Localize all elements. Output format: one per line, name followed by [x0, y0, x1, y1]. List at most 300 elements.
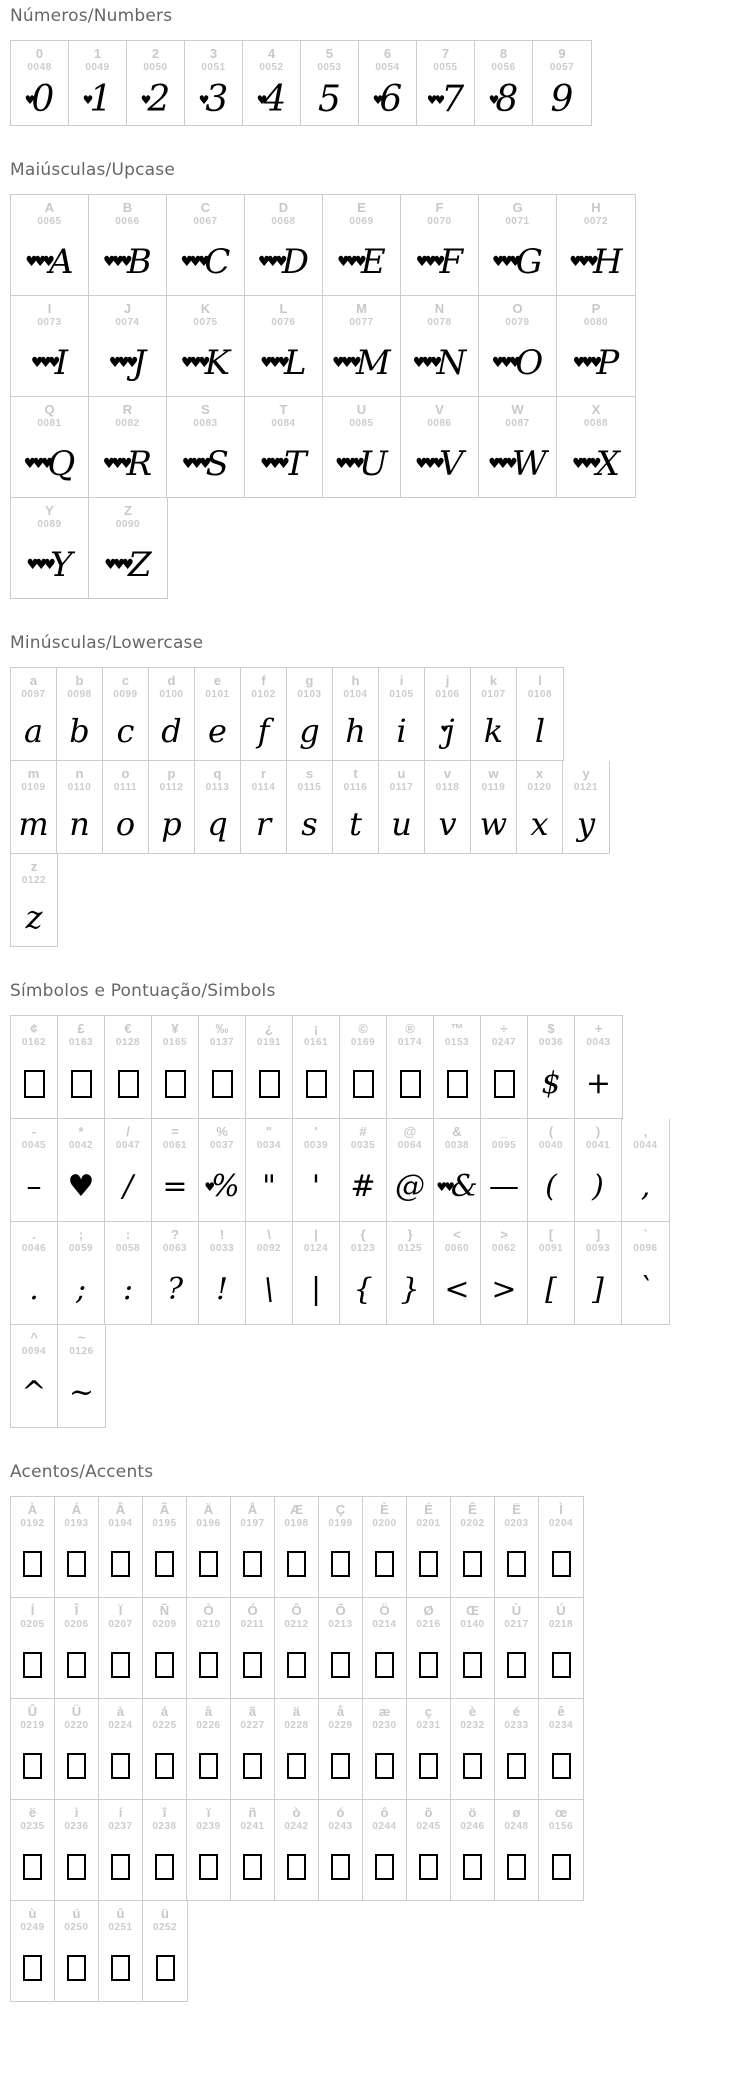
- char-row: [10, 397, 636, 498]
- char-label: -: [31, 1124, 37, 1139]
- notdef-box-icon: [447, 1070, 468, 1098]
- char-glyph: [333, 706, 378, 755]
- char-label: <: [453, 1227, 461, 1242]
- char-code: 0042: [68, 1140, 94, 1151]
- char-code: 0099: [113, 689, 138, 700]
- char-cell-0096: [622, 1222, 669, 1324]
- char-cell-0094: [11, 1325, 58, 1427]
- char-glyph: [99, 1737, 142, 1794]
- char-glyph: [195, 799, 240, 848]
- char-code: 0243: [328, 1821, 353, 1832]
- char-label: 0: [35, 46, 44, 61]
- char-code: 0081: [37, 418, 62, 429]
- char-cell-0213: [319, 1598, 363, 1698]
- char-glyph: [471, 799, 516, 848]
- notdef-box-icon: [243, 1652, 262, 1678]
- notdef-box-icon: [243, 1551, 262, 1577]
- heart-decoration-icon: ♥♥♥: [412, 354, 439, 371]
- heart-decoration-icon: ♥♥: [436, 1179, 452, 1194]
- char-cell-0068: [245, 195, 323, 295]
- notdef-box-icon: [67, 1854, 86, 1880]
- char-label: M: [356, 301, 367, 316]
- char-cell-0090: [89, 498, 167, 598]
- char-code: 0153: [444, 1037, 470, 1048]
- char-label: @: [403, 1124, 417, 1139]
- char-glyph: [89, 233, 166, 290]
- notdef-box-icon: [494, 1070, 515, 1098]
- char-cell-0191: [246, 1016, 293, 1118]
- char-glyph: [387, 1054, 433, 1113]
- char-label: ê: [557, 1704, 565, 1719]
- char-glyph: [245, 435, 322, 492]
- char-label: k: [489, 673, 498, 688]
- char-cell-0037: [199, 1119, 246, 1221]
- heart-decoration-icon: ♥♥♥: [488, 455, 514, 472]
- char-cell-0065: [11, 195, 89, 295]
- char-cell-0235: [11, 1800, 55, 1900]
- char-code: 0212: [284, 1619, 309, 1630]
- section-numbers: [10, 6, 730, 126]
- char-glyph: [407, 1838, 450, 1895]
- char-cell-0246: [451, 1800, 495, 1900]
- notdef-box-icon: [306, 1070, 327, 1098]
- char-row: [10, 498, 168, 599]
- heart-decoration-icon: ♥♥♥: [104, 556, 131, 573]
- char-code: 0067: [193, 216, 218, 227]
- char-glyph: [89, 334, 166, 391]
- glyph-char: ,: [640, 1169, 651, 1204]
- char-code: 0252: [152, 1922, 178, 1933]
- char-cell-0244: [363, 1800, 407, 1900]
- char-cell-0204: [539, 1497, 583, 1597]
- char-label: ;: [78, 1227, 84, 1242]
- char-label: œ: [554, 1805, 568, 1820]
- char-label: ?: [171, 1227, 179, 1242]
- char-cell-0124: [293, 1222, 340, 1324]
- char-cell-0089: [11, 498, 89, 598]
- char-label: à: [116, 1704, 125, 1719]
- char-glyph: [481, 1157, 527, 1216]
- char-code: 0232: [460, 1720, 485, 1731]
- char-cell-0080: [557, 296, 635, 396]
- char-cell-0079: [479, 296, 557, 396]
- char-code: 0241: [240, 1821, 265, 1832]
- char-label: Ò: [203, 1603, 214, 1618]
- char-label: e: [213, 673, 222, 688]
- char-glyph: [275, 1636, 318, 1693]
- glyph-char: \: [263, 1272, 275, 1307]
- section-rows-symbols: [10, 1015, 730, 1428]
- char-cell-0082: [89, 397, 167, 497]
- char-label: T: [279, 402, 288, 417]
- glyph-char: :: [122, 1272, 134, 1307]
- char-label: O: [512, 301, 523, 316]
- char-code: 0061: [162, 1140, 188, 1151]
- section-rows-accents: [10, 1496, 730, 2002]
- char-row: [10, 667, 564, 761]
- char-code: 0128: [115, 1037, 141, 1048]
- char-glyph: [69, 79, 126, 120]
- char-cell-0232: [451, 1699, 495, 1799]
- char-glyph: [563, 799, 609, 848]
- char-glyph: [479, 233, 556, 290]
- char-label: ®: [405, 1021, 415, 1036]
- char-code: 0112: [159, 782, 184, 793]
- char-cell-0091: [528, 1222, 575, 1324]
- char-label: 8: [499, 46, 508, 61]
- char-code: 0165: [162, 1037, 188, 1048]
- char-label: ù: [28, 1906, 37, 1921]
- char-cell-0197: [231, 1497, 275, 1597]
- char-cell-0058: [105, 1222, 152, 1324]
- char-cell-0069: [323, 195, 401, 295]
- char-code: 0123: [350, 1243, 376, 1254]
- notdef-box-icon: [155, 1551, 174, 1577]
- char-cell-0045: [11, 1119, 58, 1221]
- char-label: v: [443, 766, 452, 781]
- char-cell-0234: [539, 1699, 583, 1799]
- char-cell-0250: [55, 1901, 99, 2001]
- char-code: 0116: [343, 782, 368, 793]
- notdef-box-icon: [243, 1753, 262, 1779]
- char-code: 0040: [538, 1140, 564, 1151]
- char-glyph: [11, 233, 88, 290]
- char-label: õ: [424, 1805, 433, 1820]
- char-label: S: [201, 402, 210, 417]
- char-glyph: [167, 233, 244, 290]
- char-label: ¡: [313, 1021, 319, 1036]
- char-code: 0088: [583, 418, 609, 429]
- notdef-box-icon: [23, 1854, 42, 1880]
- char-label: B: [122, 200, 133, 215]
- char-label: Ê: [468, 1502, 477, 1517]
- char-label: ¥: [171, 1021, 179, 1036]
- char-row: [10, 1800, 584, 1901]
- char-label: ÷: [500, 1021, 508, 1036]
- glyph-char: |: [310, 1272, 322, 1307]
- char-label: Ñ: [159, 1603, 170, 1618]
- char-cell-0252: [143, 1901, 187, 2001]
- char-label: ): [595, 1124, 601, 1139]
- char-glyph: [11, 799, 56, 848]
- char-cell-0044: [622, 1119, 669, 1221]
- notdef-box-icon: [111, 1753, 130, 1779]
- glyph-char: {: [353, 1272, 373, 1307]
- char-glyph: [293, 1157, 339, 1216]
- char-label: #: [359, 1124, 367, 1139]
- char-cell-0062: [481, 1222, 528, 1324]
- char-cell-0156: [539, 1800, 583, 1900]
- char-label: N: [434, 301, 445, 316]
- char-label: ó: [336, 1805, 345, 1820]
- char-code: 0039: [303, 1140, 329, 1151]
- char-label: á: [160, 1704, 169, 1719]
- notdef-box-icon: [23, 1955, 42, 1981]
- char-cell-0040: [528, 1119, 575, 1221]
- char-code: 0111: [113, 782, 138, 793]
- char-cell-0105: [379, 668, 425, 760]
- glyph-char: #: [350, 1169, 376, 1204]
- char-glyph: [11, 536, 88, 593]
- char-glyph: [57, 799, 102, 848]
- char-label: Z: [124, 503, 132, 518]
- notdef-box-icon: [67, 1753, 86, 1779]
- char-glyph: [275, 1838, 318, 1895]
- section-accents: [10, 1462, 730, 2002]
- glyph-char: 1: [89, 79, 113, 120]
- notdef-box-icon: [199, 1854, 218, 1880]
- glyph-char: 4: [263, 79, 287, 120]
- char-label: D: [278, 200, 289, 215]
- char-row: [10, 1325, 106, 1428]
- char-label: y: [582, 766, 590, 781]
- char-glyph: [103, 706, 148, 755]
- char-glyph: [11, 1737, 54, 1794]
- char-glyph: [199, 1054, 245, 1113]
- glyph-char: (: [545, 1169, 557, 1204]
- char-glyph: [149, 799, 194, 848]
- char-cell-0198: [275, 1497, 319, 1597]
- char-code: 0053: [317, 62, 342, 73]
- char-code: 0206: [64, 1619, 89, 1630]
- char-glyph: [323, 334, 400, 391]
- char-code: 0236: [64, 1821, 89, 1832]
- char-code: 0083: [193, 418, 218, 429]
- char-label: &: [452, 1124, 462, 1139]
- char-cell-0123: [340, 1222, 387, 1324]
- heart-decoration-icon: ♥: [24, 92, 33, 107]
- char-cell-0115: [287, 761, 333, 853]
- char-label: *: [78, 1124, 84, 1139]
- glyph-char: ^: [21, 1375, 47, 1410]
- char-cell-0192: [11, 1497, 55, 1597]
- char-code: 0075: [193, 317, 218, 328]
- char-cell-0051: [185, 41, 243, 125]
- char-code: 0242: [284, 1821, 309, 1832]
- char-label: æ: [378, 1704, 391, 1719]
- glyph-char: 7: [441, 79, 465, 120]
- char-glyph: [479, 435, 556, 492]
- char-glyph: [11, 1363, 57, 1422]
- char-label: ú: [72, 1906, 81, 1921]
- char-cell-0087: [479, 397, 557, 497]
- char-glyph: [58, 1260, 104, 1319]
- char-label: £: [77, 1021, 85, 1036]
- char-code: 0045: [21, 1140, 47, 1151]
- char-glyph: [451, 1636, 494, 1693]
- char-code: 0063: [162, 1243, 188, 1254]
- char-code: 0114: [251, 782, 276, 793]
- char-cell-0110: [57, 761, 103, 853]
- notdef-box-icon: [67, 1551, 86, 1577]
- char-glyph: [425, 799, 470, 848]
- char-code: 0051: [201, 62, 226, 73]
- notdef-box-icon: [552, 1854, 571, 1880]
- char-cell-0033: [199, 1222, 246, 1324]
- char-cell-0099: [103, 668, 149, 760]
- notdef-box-icon: [259, 1070, 280, 1098]
- char-code: 0101: [205, 689, 230, 700]
- glyph-char: y: [576, 804, 596, 843]
- char-code: 0193: [64, 1518, 89, 1529]
- heart-decoration-icon: ♥: [82, 92, 91, 107]
- char-glyph: [195, 706, 240, 755]
- section-title-lowercase: Minúsculas/Lowercase: [10, 633, 204, 653]
- char-label: Y: [45, 503, 54, 518]
- char-cell-0056: [475, 41, 533, 125]
- char-glyph: [152, 1054, 198, 1113]
- glyph-char: W: [511, 443, 547, 484]
- char-glyph: [387, 1260, 433, 1319]
- char-code: 0064: [397, 1140, 423, 1151]
- char-label: î: [162, 1805, 167, 1820]
- char-code: 0038: [444, 1140, 470, 1151]
- section-symbols: [10, 981, 730, 1428]
- heart-decoration-icon: ♥: [198, 92, 207, 107]
- char-glyph: [407, 1636, 450, 1693]
- notdef-box-icon: [67, 1652, 86, 1678]
- char-glyph: [363, 1535, 406, 1592]
- char-label: Å: [247, 1502, 258, 1517]
- notdef-box-icon: [111, 1652, 130, 1678]
- char-cell-0053: [301, 41, 359, 125]
- glyph-char: `: [638, 1272, 653, 1307]
- char-row: [10, 1222, 670, 1325]
- char-label: ã: [248, 1704, 257, 1719]
- char-glyph: [622, 1260, 669, 1319]
- notdef-box-icon: [71, 1070, 92, 1098]
- char-code: 0079: [505, 317, 530, 328]
- char-glyph: [231, 1737, 274, 1794]
- char-label: }: [407, 1227, 413, 1242]
- char-label: b: [75, 673, 84, 688]
- notdef-box-icon: [287, 1551, 306, 1577]
- char-code: 0103: [297, 689, 322, 700]
- char-cell-0163: [58, 1016, 105, 1118]
- char-cell-0199: [319, 1497, 363, 1597]
- glyph-char: x: [530, 804, 549, 843]
- notdef-box-icon: [419, 1854, 438, 1880]
- char-row: [10, 296, 636, 397]
- char-cell-0161: [293, 1016, 340, 1118]
- char-code: 0044: [633, 1140, 658, 1151]
- char-label: |: [314, 1227, 318, 1242]
- char-label: G: [512, 200, 523, 215]
- char-cell-0251: [99, 1901, 143, 2001]
- heart-decoration-icon: ♥: [440, 725, 446, 735]
- char-label: ~: [77, 1330, 86, 1345]
- char-cell-0247: [481, 1016, 528, 1118]
- char-glyph: [127, 79, 184, 120]
- char-label: =: [171, 1124, 179, 1139]
- char-label: Õ: [335, 1603, 346, 1618]
- char-cell-0219: [11, 1699, 55, 1799]
- notdef-box-icon: [165, 1070, 186, 1098]
- notdef-box-icon: [23, 1551, 42, 1577]
- char-glyph: [434, 1054, 480, 1113]
- char-label: ø: [512, 1805, 521, 1820]
- char-glyph: [451, 1737, 494, 1794]
- char-code: 0124: [303, 1243, 329, 1254]
- char-code: 0078: [427, 317, 452, 328]
- heart-decoration-icon: ♥: [372, 92, 381, 107]
- char-code: 0094: [21, 1346, 47, 1357]
- heart-decoration-icon: ♥: [204, 1179, 213, 1194]
- char-cell-0116: [333, 761, 379, 853]
- char-glyph: [11, 1260, 57, 1319]
- char-label: Q: [44, 402, 55, 417]
- char-glyph: [103, 799, 148, 848]
- notdef-box-icon: [507, 1652, 526, 1678]
- notdef-box-icon: [419, 1753, 438, 1779]
- char-label: _: [500, 1124, 508, 1139]
- char-label: J: [123, 301, 132, 316]
- glyph-char: ): [592, 1169, 604, 1204]
- char-cell-0059: [58, 1222, 105, 1324]
- heart-decoration-icon: ♥♥♥: [108, 354, 135, 371]
- char-glyph: [539, 1636, 583, 1693]
- notdef-box-icon: [24, 1070, 45, 1098]
- char-cell-0193: [55, 1497, 99, 1597]
- char-code: 0059: [68, 1243, 94, 1254]
- char-label: å: [336, 1704, 345, 1719]
- char-glyph: [99, 1636, 142, 1693]
- char-glyph: [425, 706, 470, 755]
- char-cell-0046: [11, 1222, 58, 1324]
- char-glyph: [143, 1737, 186, 1794]
- notdef-box-icon: [331, 1753, 350, 1779]
- char-glyph: [293, 1054, 339, 1113]
- char-label: u: [397, 766, 406, 781]
- char-label: ì: [74, 1805, 79, 1820]
- char-cell-0117: [379, 761, 425, 853]
- char-cell-0205: [11, 1598, 55, 1698]
- char-code: 0196: [196, 1518, 221, 1529]
- notdef-box-icon: [331, 1652, 350, 1678]
- glyph-char: R: [126, 443, 153, 484]
- char-code: 0244: [372, 1821, 397, 1832]
- char-glyph: [434, 1157, 480, 1216]
- heart-decoration-icon: ♥: [256, 92, 265, 107]
- char-cell-0066: [89, 195, 167, 295]
- char-label: ï: [206, 1805, 211, 1820]
- glyph-char: ;: [75, 1272, 87, 1307]
- char-glyph: [143, 1838, 186, 1895]
- notdef-box-icon: [212, 1070, 233, 1098]
- notdef-box-icon: [111, 1551, 130, 1577]
- char-glyph: [105, 1260, 151, 1319]
- glyph-char: V: [439, 443, 464, 484]
- glyph-char: b: [69, 711, 90, 750]
- char-cell-0052: [243, 41, 301, 125]
- char-cell-0211: [231, 1598, 275, 1698]
- char-glyph: [475, 79, 532, 120]
- char-code: 0226: [196, 1720, 221, 1731]
- char-cell-0165: [152, 1016, 199, 1118]
- notdef-box-icon: [243, 1854, 262, 1880]
- char-cell-0245: [407, 1800, 451, 1900]
- char-code: 0201: [416, 1518, 441, 1529]
- char-cell-0233: [495, 1699, 539, 1799]
- char-code: 0091: [538, 1243, 564, 1254]
- glyph-char: 3: [205, 79, 229, 120]
- char-cell-0038: [434, 1119, 481, 1221]
- char-code: 0050: [143, 62, 168, 73]
- glyph-char: F: [439, 241, 464, 282]
- char-cell-0054: [359, 41, 417, 125]
- char-label: a: [29, 673, 38, 688]
- char-code: 0140: [460, 1619, 485, 1630]
